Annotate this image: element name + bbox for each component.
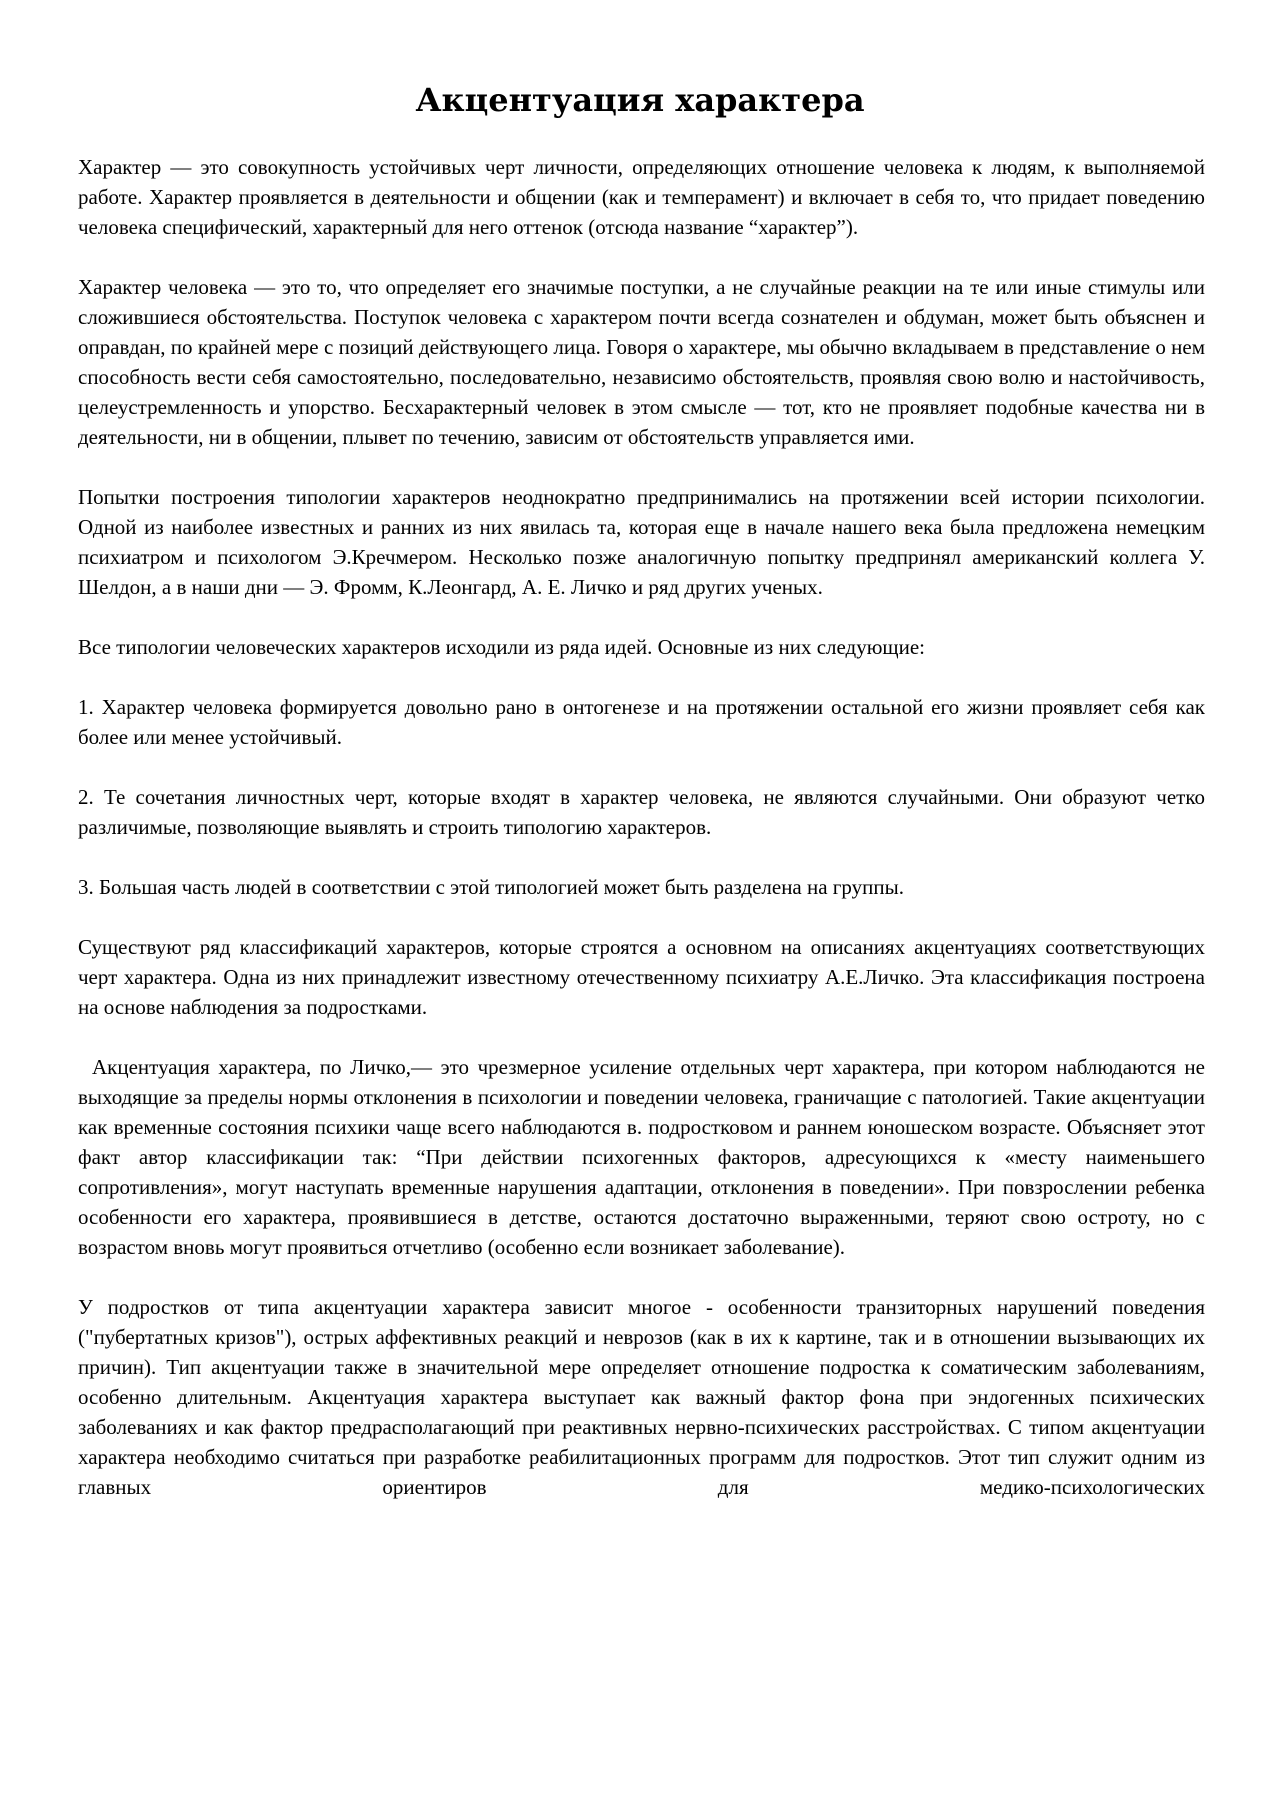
- paragraph: Существуют ряд классификаций характеров, которые строятся а основном на описаниях акцентуациях соответствующих черт характера. Одна из них принадлежит известному отечественному психиатру А.Е.Личко. Эта классификация построена на основе наблюдения за подростками.: [78, 935, 1205, 1019]
- paragraph: Характер — это совокупность устойчивых черт личности, определяющих отношение человека к людям, к выполняемой работе. Характер проявляется в деятельности и общении (как и темперамент) и включает в себя то, что придает поведению человека специфический, характерный для него оттенок (отсюда название “характер”).: [78, 155, 1205, 239]
- paragraph: Характер человека — это то, что определяет его значимые поступки, а не случайные реакции на те или иные стимулы или сложившиеся обстоятельства. Поступок человека с характером почти всегда сознателен и обдуман, может быть объяснен и оправдан, по крайней мере с позиций действующего лица. Говоря о характере, мы обычно вкладываем в представление о нем способность вести себя самостоятельно, последовательно, независимо обстоятельств, проявляя свою волю и настойчивость, целеустремленность и упорство. Бесхарактерный человек в этом смысле — тот, кто не проявляет подобные качества ни в деятельности, ни в общении, плывет по течению, зависим от обстоятельств управляется ими.: [78, 275, 1205, 449]
- list-item: 2. Те сочетания личностных черт, которые входят в характер человека, не являются случайными. Они образуют четко различимые, позволяющие выявлять и строить типологию характеров.: [78, 785, 1205, 839]
- document-title: Акцентуация характера: [415, 81, 865, 119]
- paragraph: Попытки построения типологии характеров неоднократно предпринимались на протяжении всей истории психологии. Одной из наиболее известных и ранних из них явилась та, которая еще в начале нашего века была предложена немецким психиатром и психологом Э.Кречмером. Несколько позже аналогичную попытку предпринял американский коллега У. Шелдон, а в наши дни — Э. Фромм, К.Леонгард, А. Е. Личко и ряд других ученых.: [78, 485, 1205, 599]
- document-body: [78, 152, 1205, 1532]
- list-item: 3. Большая часть людей в соответствии с этой типологией может быть разделена на группы.: [78, 875, 904, 899]
- paragraph: У подростков от типа акцентуации характера зависит многое - особенности транзиторных нарушений поведения ("пубертатных кризов"), острых аффективных реакций и неврозов (как в их к картине, так и в отношении вызывающих их причин). Тип акцентуации также в значительной мере определяет отношение подростка к соматическим заболеваниям, особенно длительным. Акцентуация характера выступает как важный фактор фона при эндогенных психических заболеваниях и как фактор предрасполагающий при реактивных нервно-психических расстройствах. С типом акцентуации характера необходимо считаться при разработке реабилитационных программ для подростков. Этот тип служит одним из главных ориентиров для медико-психологических: [78, 1295, 1205, 1499]
- paragraph: Все типологии человеческих характеров исходили из ряда идей. Основные из них следующие:: [78, 635, 925, 659]
- paragraph: Акцентуация характера, по Личко,— это чрезмерное усиление отдельных черт характера, при котором наблюдаются не выходящие за пределы нормы отклонения в психологии и поведении человека, граничащие с патологией. Такие акцентуации как временные состояния психики чаще всего наблюдаются в. подростковом и раннем юношеском возрасте. Объясняет этот факт автор классификации так: “При действии психогенных факторов, адресующихся к «месту наименьшего сопротивления», могут наступать временные нарушения адаптации, отклонения в поведении». При повзрослении ребенка особенности его характера, проявившиеся в детстве, остаются достаточно выраженными, теряют свою остроту, но с возрастом вновь могут проявиться отчетливо (особенно если возникает заболевание).: [78, 1055, 1205, 1259]
- list-item: 1. Характер человека формируется довольно рано в онтогенезе и на протяжении остальной его жизни проявляет себя как более или менее устойчивый.: [78, 695, 1205, 749]
